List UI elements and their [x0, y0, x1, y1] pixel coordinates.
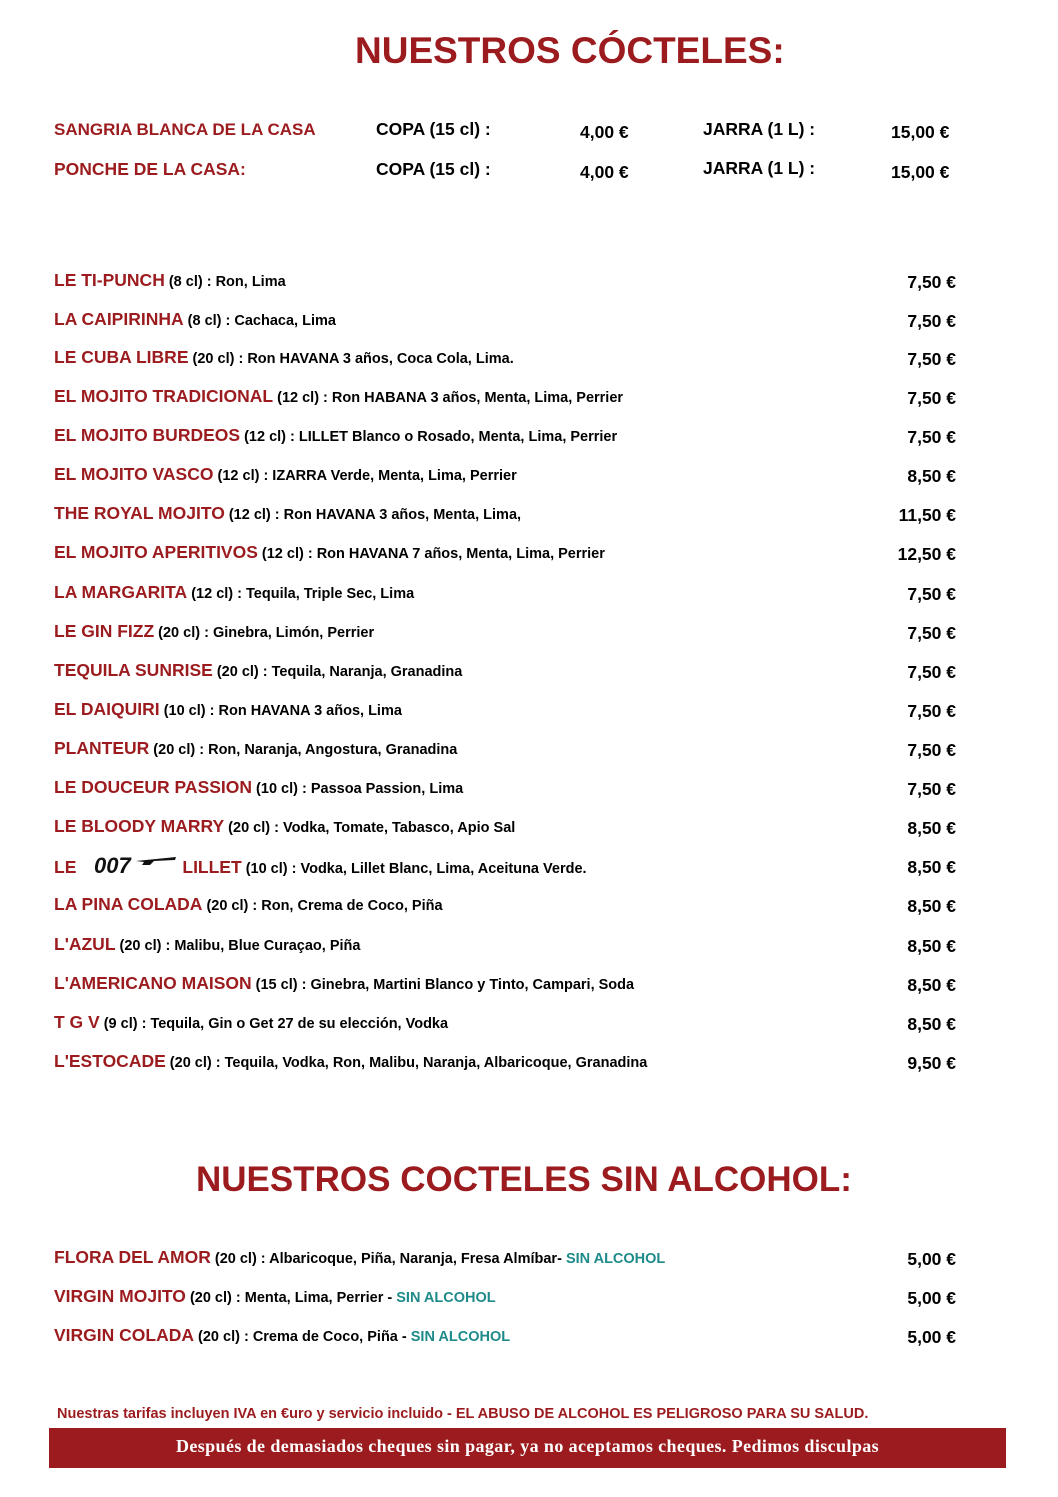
item-price: 8,50 €: [907, 857, 956, 877]
item-price: 7,50 €: [907, 701, 956, 721]
copa-label: COPA (15 cl) :: [376, 119, 491, 139]
menu-item: [54, 699, 964, 729]
item-details: (12 cl) : Tequila, Triple Sec, Lima: [187, 586, 415, 602]
house-drink-name: SANGRIA BLANCA DE LA CASA: [54, 120, 316, 139]
item-details: (20 cl) : Tequila, Vodka, Ron, Malibu, Naranja, Albaricoque, Granadina: [165, 1055, 648, 1071]
item-details: (20 cl) : Malibu, Blue Curaçao, Piña: [115, 938, 361, 954]
007-logo-text: 007: [94, 855, 132, 877]
item-details: (20 cl) : Crema de Coco, Piña -: [194, 1329, 411, 1345]
menu-item: [54, 386, 964, 416]
menu-item: [54, 309, 964, 339]
item-details: (9 cl) : Tequila, Gin o Get 27 de su elección, Vodka: [99, 1016, 449, 1032]
item-name: LE GIN FIZZ: [54, 621, 155, 641]
item-name: T G V: [54, 1012, 100, 1032]
item-price: 7,50 €: [907, 311, 956, 331]
item-price: 8,50 €: [907, 936, 956, 956]
jarra-price: 15,00 €: [891, 162, 950, 182]
menu-item: [54, 777, 964, 807]
menu-item: [54, 738, 964, 768]
menu-item: [54, 347, 964, 377]
item-price: 12,50 €: [897, 544, 956, 564]
item-name: LILLET: [182, 857, 242, 877]
item-price: 7,50 €: [907, 662, 956, 682]
item-name: LE BLOODY MARRY: [54, 816, 225, 836]
item-price: 7,50 €: [907, 388, 956, 408]
item-details: (12 cl) : Ron HABANA 3 años, Menta, Lima, Perrier: [273, 390, 624, 406]
menu-item: [54, 1051, 964, 1081]
item-details: (20 cl) : Ron, Crema de Coco, Piña: [202, 898, 443, 914]
item-name: LA PINA COLADA: [54, 894, 203, 914]
item-price: 8,50 €: [907, 818, 956, 838]
item-details: (20 cl) : Ron HAVANA 3 años, Coca Cola, Lima.: [188, 351, 514, 367]
item-name: EL MOJITO BURDEOS: [54, 425, 241, 445]
menu-item: [54, 973, 964, 1003]
item-name: LE DOUCEUR PASSION: [54, 777, 253, 797]
menu-item: [54, 1286, 964, 1316]
copa-price: 4,00 €: [580, 122, 629, 142]
item-price: 5,00 €: [907, 1288, 956, 1308]
item-price: 7,50 €: [907, 623, 956, 643]
item-details: (8 cl) : Ron, Lima: [164, 274, 286, 290]
sin-alcohol-tag: SIN ALCOHOL: [396, 1290, 496, 1306]
menu-item: [54, 270, 964, 300]
007-logo-icon: [92, 855, 178, 877]
item-name: LA CAIPIRINHA: [54, 309, 184, 329]
copa-price: 4,00 €: [580, 162, 629, 182]
section-title-no-alcohol: NUESTROS COCTELES SIN ALCOHOL:: [196, 1160, 852, 1199]
item-price: 7,50 €: [907, 272, 956, 292]
item-name: LE CUBA LIBRE: [54, 347, 189, 367]
sin-alcohol-tag: SIN ALCOHOL: [410, 1329, 511, 1345]
item-price: 7,50 €: [907, 349, 956, 369]
menu-item: [54, 1012, 964, 1042]
menu-item: [54, 934, 964, 964]
item-details: (20 cl) : Ron, Naranja, Angostura, Granadina: [149, 742, 458, 758]
item-price: 5,00 €: [907, 1327, 956, 1347]
item-price: 7,50 €: [907, 740, 956, 760]
item-name: FLORA DEL AMOR: [54, 1247, 211, 1267]
item-details: (12 cl) : IZARRA Verde, Menta, Lima, Perrier: [213, 468, 517, 484]
sin-alcohol-tag: SIN ALCOHOL: [565, 1251, 666, 1267]
menu-item: [54, 503, 964, 533]
item-price: 7,50 €: [907, 779, 956, 799]
item-price: 9,50 €: [907, 1053, 956, 1073]
menu-item: [54, 425, 964, 455]
item-price: 8,50 €: [907, 896, 956, 916]
cheque-notice-banner: [49, 1428, 1006, 1468]
menu-item: [54, 1325, 964, 1355]
menu-item: [54, 464, 964, 494]
menu-item: [54, 621, 964, 651]
item-details: (20 cl) : Albaricoque, Piña, Naranja, Fresa Almíbar-: [210, 1251, 566, 1267]
item-name: EL MOJITO TRADICIONAL: [54, 386, 274, 406]
item-name-prefix: LE: [54, 857, 77, 877]
menu-item: [54, 542, 964, 572]
cheque-notice-text: Después de demasiados cheques sin pagar, ya no aceptamos cheques. Pedimos disculpas: [175, 1436, 880, 1456]
menu-item: [54, 1247, 964, 1277]
item-details: (20 cl) : Ginebra, Limón, Perrier: [154, 625, 375, 641]
item-name: EL DAIQUIRI: [54, 699, 160, 719]
item-name: LA MARGARITA: [54, 582, 188, 602]
item-name: L'AZUL: [54, 934, 116, 954]
item-details: (12 cl) : Ron HAVANA 7 años, Menta, Lima, Perrier: [257, 546, 605, 562]
item-price: 8,50 €: [907, 466, 956, 486]
item-price: 7,50 €: [907, 427, 956, 447]
item-details: (12 cl) : Ron HAVANA 3 años, Menta, Lima,: [224, 507, 522, 523]
menu-item: [54, 894, 964, 924]
menu-item: [54, 816, 964, 846]
item-details: (15 cl) : Ginebra, Martini Blanco y Tinto, Campari, Soda: [251, 977, 635, 993]
item-price: 7,50 €: [907, 584, 956, 604]
menu-item: [54, 582, 964, 612]
item-name: TEQUILA SUNRISE: [54, 660, 213, 680]
item-name: LE TI-PUNCH: [54, 270, 165, 290]
item-name: L'AMERICANO MAISON: [54, 973, 252, 993]
item-price: 5,00 €: [907, 1249, 956, 1269]
house-drink-name: PONCHE DE LA CASA:: [54, 159, 246, 179]
item-name: VIRGIN COLADA: [54, 1325, 194, 1345]
item-price: 11,50 €: [898, 505, 956, 525]
item-details: (20 cl) : Menta, Lima, Perrier -: [185, 1290, 397, 1306]
item-details: (10 cl) : Vodka, Lillet Blanc, Lima, Aceituna Verde.: [241, 861, 587, 877]
item-price: 8,50 €: [907, 975, 956, 995]
menu-item: [54, 855, 964, 885]
item-name: PLANTEUR: [54, 738, 150, 758]
item-name: EL MOJITO APERITIVOS: [54, 542, 258, 562]
item-name: L'ESTOCADE: [54, 1051, 166, 1071]
item-price: 8,50 €: [907, 1014, 956, 1034]
jarra-label: JARRA (1 L) :: [703, 119, 816, 139]
item-name: EL MOJITO VASCO: [54, 464, 214, 484]
jarra-label: JARRA (1 L) :: [703, 158, 816, 178]
item-details: (12 cl) : LILLET Blanco o Rosado, Menta, Lima, Perrier: [240, 429, 618, 445]
item-details: (10 cl) : Ron HAVANA 3 años, Lima: [159, 703, 402, 719]
footnote: Nuestras tarifas incluyen IVA en €uro y servicio incluido - EL ABUSO DE ALCOHOL ES PELIGROSO PARA SU SALUD.: [57, 1406, 869, 1422]
item-name: THE ROYAL MOJITO: [54, 503, 225, 523]
item-details: (20 cl) : Vodka, Tomate, Tabasco, Apio Sal: [224, 820, 516, 836]
item-details: (20 cl) : Tequila, Naranja, Granadina: [212, 664, 463, 680]
menu-item: [54, 660, 964, 690]
copa-label: COPA (15 cl) :: [376, 159, 491, 179]
item-details: (8 cl) : Cachaca, Lima: [183, 313, 336, 329]
item-details: (10 cl) : Passoa Passion, Lima: [252, 781, 464, 797]
jarra-price: 15,00 €: [891, 122, 950, 142]
page-title: NUESTROS CÓCTELES:: [355, 30, 785, 71]
item-name: VIRGIN MOJITO: [54, 1286, 186, 1306]
